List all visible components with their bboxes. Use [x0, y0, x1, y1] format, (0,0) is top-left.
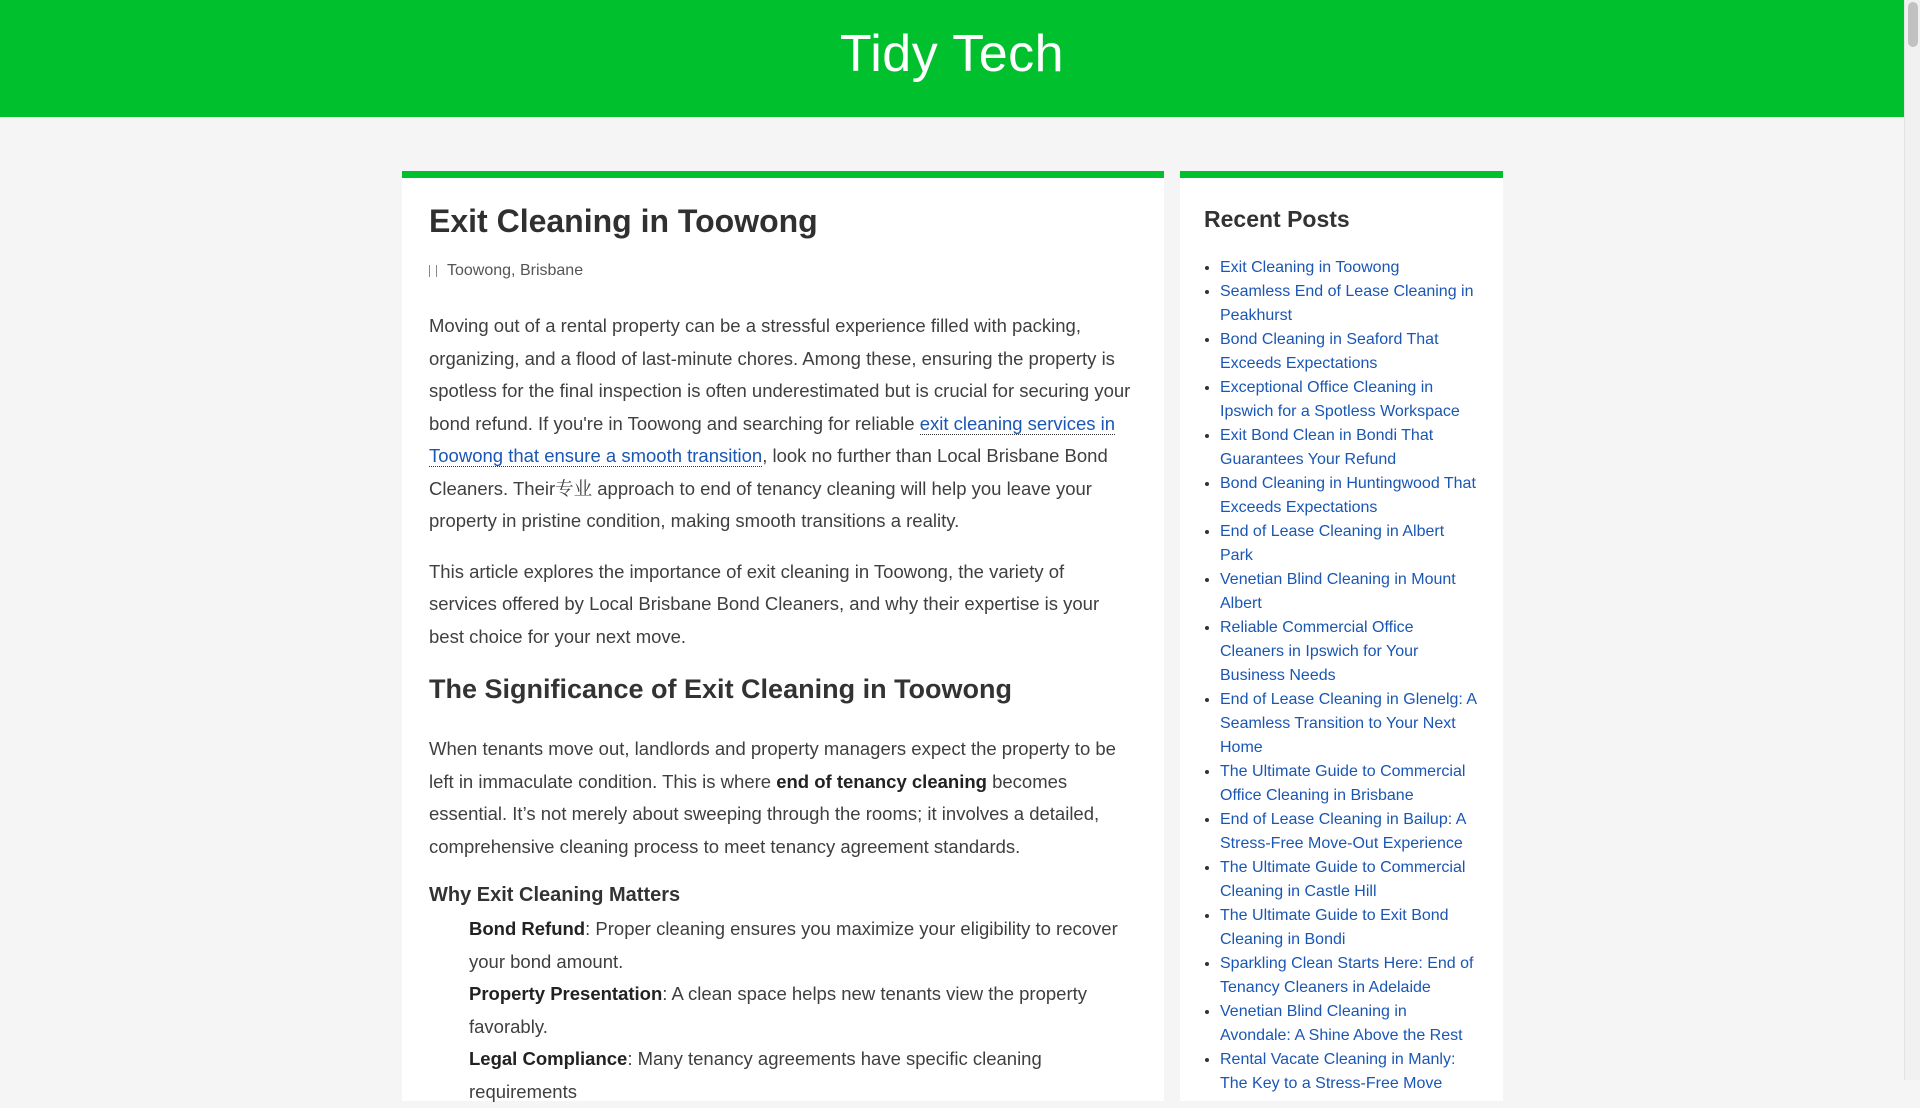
recent-post-link[interactable]: The Ultimate Guide to Commercial Cleaning in Castle Hill: [1220, 859, 1466, 900]
recent-post-link[interactable]: End of Lease Cleaning in Bailup: A Stress-Free Move-Out Experience: [1220, 811, 1466, 852]
tag-icon: [429, 265, 437, 277]
section-heading: The Significance of Exit Cleaning in Toowong: [429, 674, 1013, 704]
post-content: [429, 310, 1137, 1108]
page-scrollbar[interactable]: [1904, 0, 1920, 1080]
emphasis-text: end of tenancy cleaning: [776, 770, 987, 792]
scrollbar-thumb[interactable]: [1908, 2, 1918, 47]
recent-posts-list: [1204, 256, 1480, 1096]
list-item-text: : A clean space helps new tenants view the property favorably.: [469, 983, 1088, 1037]
recent-post-link[interactable]: End of Lease Cleaning in Glenelg: A Seamless Transition to Your Next Home: [1220, 691, 1477, 756]
post-tags[interactable]: Toowong, Brisbane: [447, 262, 584, 279]
list-item-text: : Many tenancy agreements have specific cleaning requirements: [469, 1048, 1042, 1102]
list-item-term: Legal Compliance: [469, 1048, 628, 1069]
recent-post-link[interactable]: Exceptional Office Cleaning in Ipswich for a Spotless Workspace: [1220, 379, 1460, 420]
significance-paragraph: [429, 733, 1137, 863]
recent-post-link[interactable]: Seamless End of Lease Cleaning in Peakhurst: [1220, 283, 1474, 324]
site-title-link[interactable]: Tidy Tech: [839, 24, 1065, 83]
intro-text: Moving out of a rental property can be a stressful experience filled with packing, organizing, and a flood of last-minute chores. Among these, ensuring the property is spotless for the final inspection is often underestimated but is crucial for securing your bond refund. If you're in Toowong and searching for reliable: [429, 315, 1131, 434]
recent-post-link[interactable]: Bond Cleaning in Huntingwood That Exceeds Expectations: [1220, 475, 1476, 516]
recent-post-item: [1220, 568, 1480, 616]
intro-text-end: , look no further than Local Brisbane Bond Cleaners. Their专业 approach to end of tenancy cleaning will help you leave your property in pristine condition, making smooth transitions a reality.: [429, 445, 1108, 531]
recent-post-item: [1220, 760, 1480, 808]
site-header: [0, 0, 1904, 117]
recent-post-link[interactable]: Bond Cleaning in Seaford That Exceeds Expectations: [1220, 331, 1439, 372]
subsection-heading: Why Exit Cleaning Matters: [429, 884, 681, 906]
recent-post-item: [1220, 808, 1480, 856]
recent-post-item: [1220, 688, 1480, 760]
recent-posts-title: Recent Posts: [1204, 206, 1350, 232]
post-title: Exit Cleaning in Toowong: [429, 203, 818, 239]
post-article: [402, 171, 1164, 1101]
recent-post-item: [1220, 376, 1480, 424]
recent-post-item: [1220, 520, 1480, 568]
recent-post-link[interactable]: Venetian Blind Cleaning in Avondale: A Shine Above the Rest: [1220, 1003, 1463, 1044]
recent-post-item: [1220, 1048, 1480, 1096]
sidebar-widget: [1180, 171, 1503, 1101]
recent-post-link[interactable]: The Ultimate Guide to Exit Bond Cleaning in Bondi: [1220, 907, 1449, 948]
significance-text: When tenants move out, landlords and property managers expect the property to be left in immaculate condition. This is where: [429, 738, 1116, 792]
recent-post-item: [1220, 256, 1480, 280]
recent-post-link[interactable]: End of Lease Cleaning in Albert Park: [1220, 523, 1445, 564]
recent-post-item: [1220, 280, 1480, 328]
significance-text-end: becomes essential. It’s not merely about sweeping through the rooms; it involves a detailed, comprehensive cleaning process to meet tenancy agreement standards.: [429, 770, 1100, 857]
list-item: [469, 1043, 1137, 1108]
recent-post-link[interactable]: Sparkling Clean Starts Here: End of Tenancy Cleaners in Adelaide: [1220, 955, 1474, 996]
recent-post-item: [1220, 1000, 1480, 1048]
recent-post-item: [1220, 328, 1480, 376]
recent-post-item: [1220, 424, 1480, 472]
recent-post-link[interactable]: Exit Cleaning in Toowong: [1220, 259, 1400, 276]
recent-post-item: [1220, 616, 1480, 688]
recent-post-link[interactable]: The Ultimate Guide to Commercial Office Cleaning in Brisbane: [1220, 763, 1466, 804]
list-item-text: : Proper cleaning ensures you maximize your eligibility to recover your bond amount.: [469, 918, 1118, 972]
intro-paragraph: [429, 310, 1137, 538]
recent-post-link[interactable]: Venetian Blind Cleaning in Mount Albert: [1220, 571, 1456, 612]
list-item-term: Property Presentation: [469, 983, 663, 1004]
recent-post-link[interactable]: Exit Bond Clean in Bondi That Guarantees Your Refund: [1220, 427, 1434, 468]
list-item: [469, 978, 1137, 1043]
recent-post-item: [1220, 472, 1480, 520]
recent-post-item: [1220, 952, 1480, 1000]
reasons-list: [429, 913, 1137, 1108]
list-item-term: Bond Refund: [469, 918, 586, 939]
post-meta: [429, 262, 1137, 280]
overview-paragraph: This article explores the importance of exit cleaning in Toowong, the variety of services offered by Local Brisbane Bond Cleaners, and why their expertise is your best choice for your next move.: [429, 560, 1100, 647]
recent-post-item: [1220, 904, 1480, 952]
list-item: [469, 913, 1137, 978]
recent-post-link[interactable]: Reliable Commercial Office Cleaners in Ipswich for Your Business Needs: [1220, 619, 1419, 684]
recent-post-item: [1220, 856, 1480, 904]
recent-post-link[interactable]: Rental Vacate Cleaning in Manly: The Key to a Stress-Free Move: [1220, 1051, 1456, 1092]
exit-cleaning-link[interactable]: exit cleaning services in Toowong that ensure a smooth transition: [429, 412, 1116, 466]
